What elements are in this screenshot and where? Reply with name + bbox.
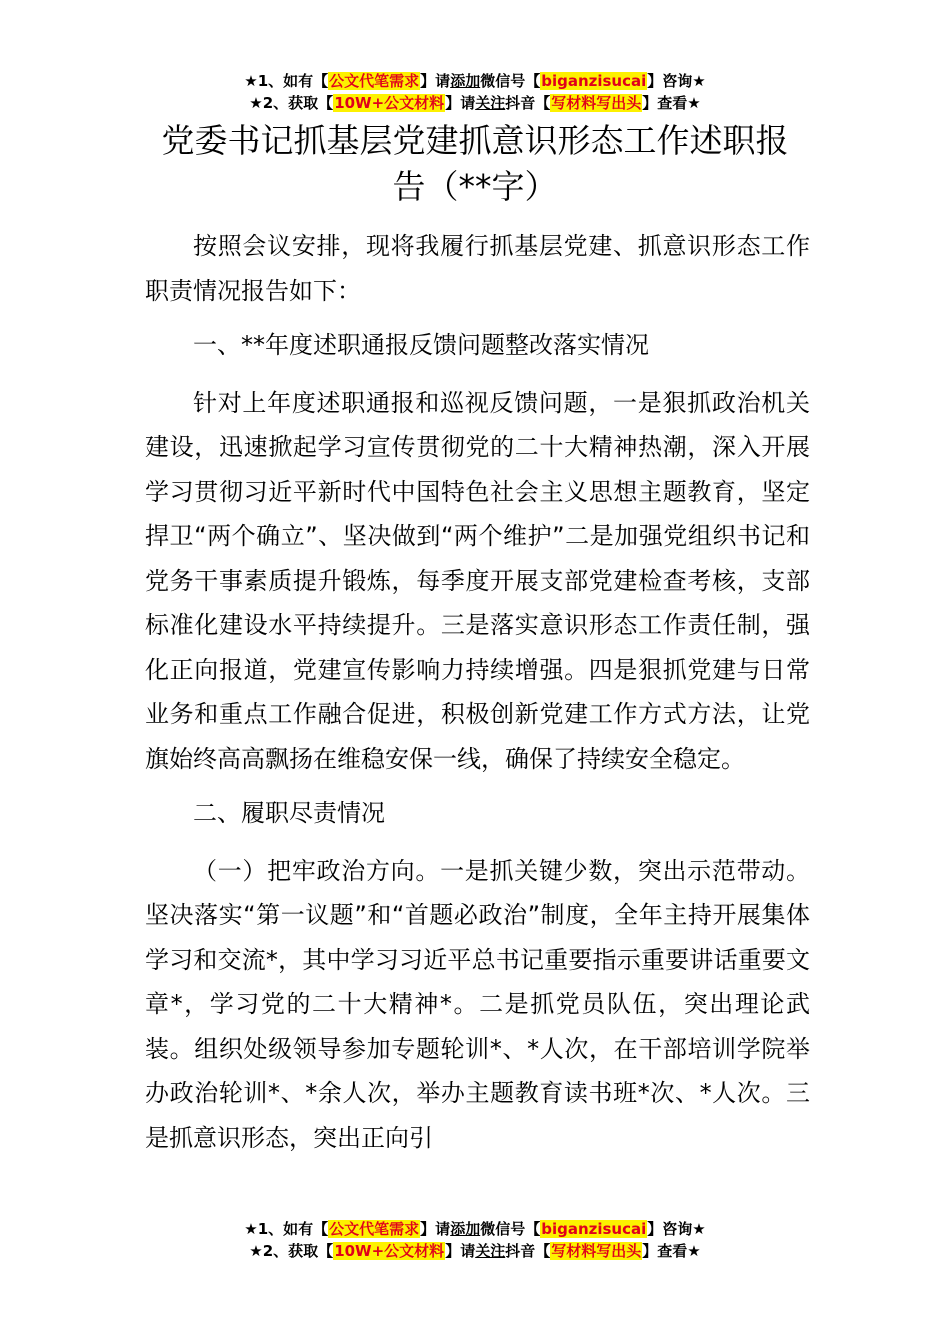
- promo-line-1: ★1、如有【公文代笔需求】请添加微信号【biganzisucai】咨询★: [244, 72, 706, 90]
- promo-line-2-bottom: ★2、获取【10W+公文材料】请关注抖音【写材料写出头】查看★: [249, 1242, 701, 1260]
- promo-tag-wechat-id-bottom: biganzisucai: [541, 1220, 647, 1238]
- document-body: [145, 224, 810, 1160]
- promo-tag-douyin: 写材料写出头: [551, 94, 642, 112]
- document-title: 党委书记抓基层党建抓意识形态工作述职报告（**字）: [161, 121, 789, 206]
- promo-line-2: ★2、获取【10W+公文材料】请关注抖音【写材料写出头】查看★: [249, 94, 701, 112]
- promo-tag-ghostwriting: 公文代笔需求: [329, 72, 420, 90]
- promo-tag-wechat-id: biganzisucai: [541, 72, 647, 90]
- promo-tag-materials-bottom: 10W+公文材料: [334, 1242, 445, 1260]
- promo-banner-top: [0, 70, 950, 114]
- promo-line-1-bottom: ★1、如有【公文代笔需求】请添加微信号【biganzisucai】咨询★: [244, 1220, 706, 1238]
- promo-tag-douyin-bottom: 写材料写出头: [551, 1242, 642, 1260]
- section-2-heading: 二、履职尽责情况: [193, 799, 385, 827]
- promo-tag-materials: 10W+公文材料: [334, 94, 445, 112]
- section-1-heading: 一、**年度述职通报反馈问题整改落实情况: [193, 331, 649, 359]
- promo-tag-ghostwriting-bottom: 公文代笔需求: [329, 1220, 420, 1238]
- intro-paragraph: 按照会议安排，现将我履行抓基层党建、抓意识形态工作职责情况报告如下：: [145, 232, 810, 305]
- section-2-paragraph: （一）把牢政治方向。一是抓关键少数，突出示范带动。坚决落实“第一议题”和“首题必政治”制度，全年主持开展集体学习和交流*，其中学习习近平总书记重要指示重要讲话重要文章*，学习党的二十大精神*。二是抓党员队伍，突出理论武装。组织处级领导参加专题轮训*、*人次，在干部培训学院举办政治轮训*、*余人次，举办主题教育读书班*次、*人次。三是抓意识形态，突出正向引: [145, 856, 810, 1152]
- section-1-paragraph: 针对上年度述职通报和巡视反馈问题，一是狠抓政治机关建设，迅速掀起学习宣传贯彻党的二十大精神热潮，深入开展学习贯彻习近平新时代中国特色社会主义思想主题教育，坚定捍卫“两个确立”、坚决做到“两个维护”二是加强党组织书记和党务干事素质提升锻炼，每季度开展支部党建检查考核，支部标准化建设水平持续提升。三是落实意识形态工作责任制，强化正向报道，党建宣传影响力持续增强。四是狠抓党建与日常业务和重点工作融合促进，积极创新党建工作方式方法，让党旗始终高高飘扬在维稳安保一线，确保了持续安全稳定。: [145, 388, 810, 773]
- promo-banner-bottom: [0, 1218, 950, 1262]
